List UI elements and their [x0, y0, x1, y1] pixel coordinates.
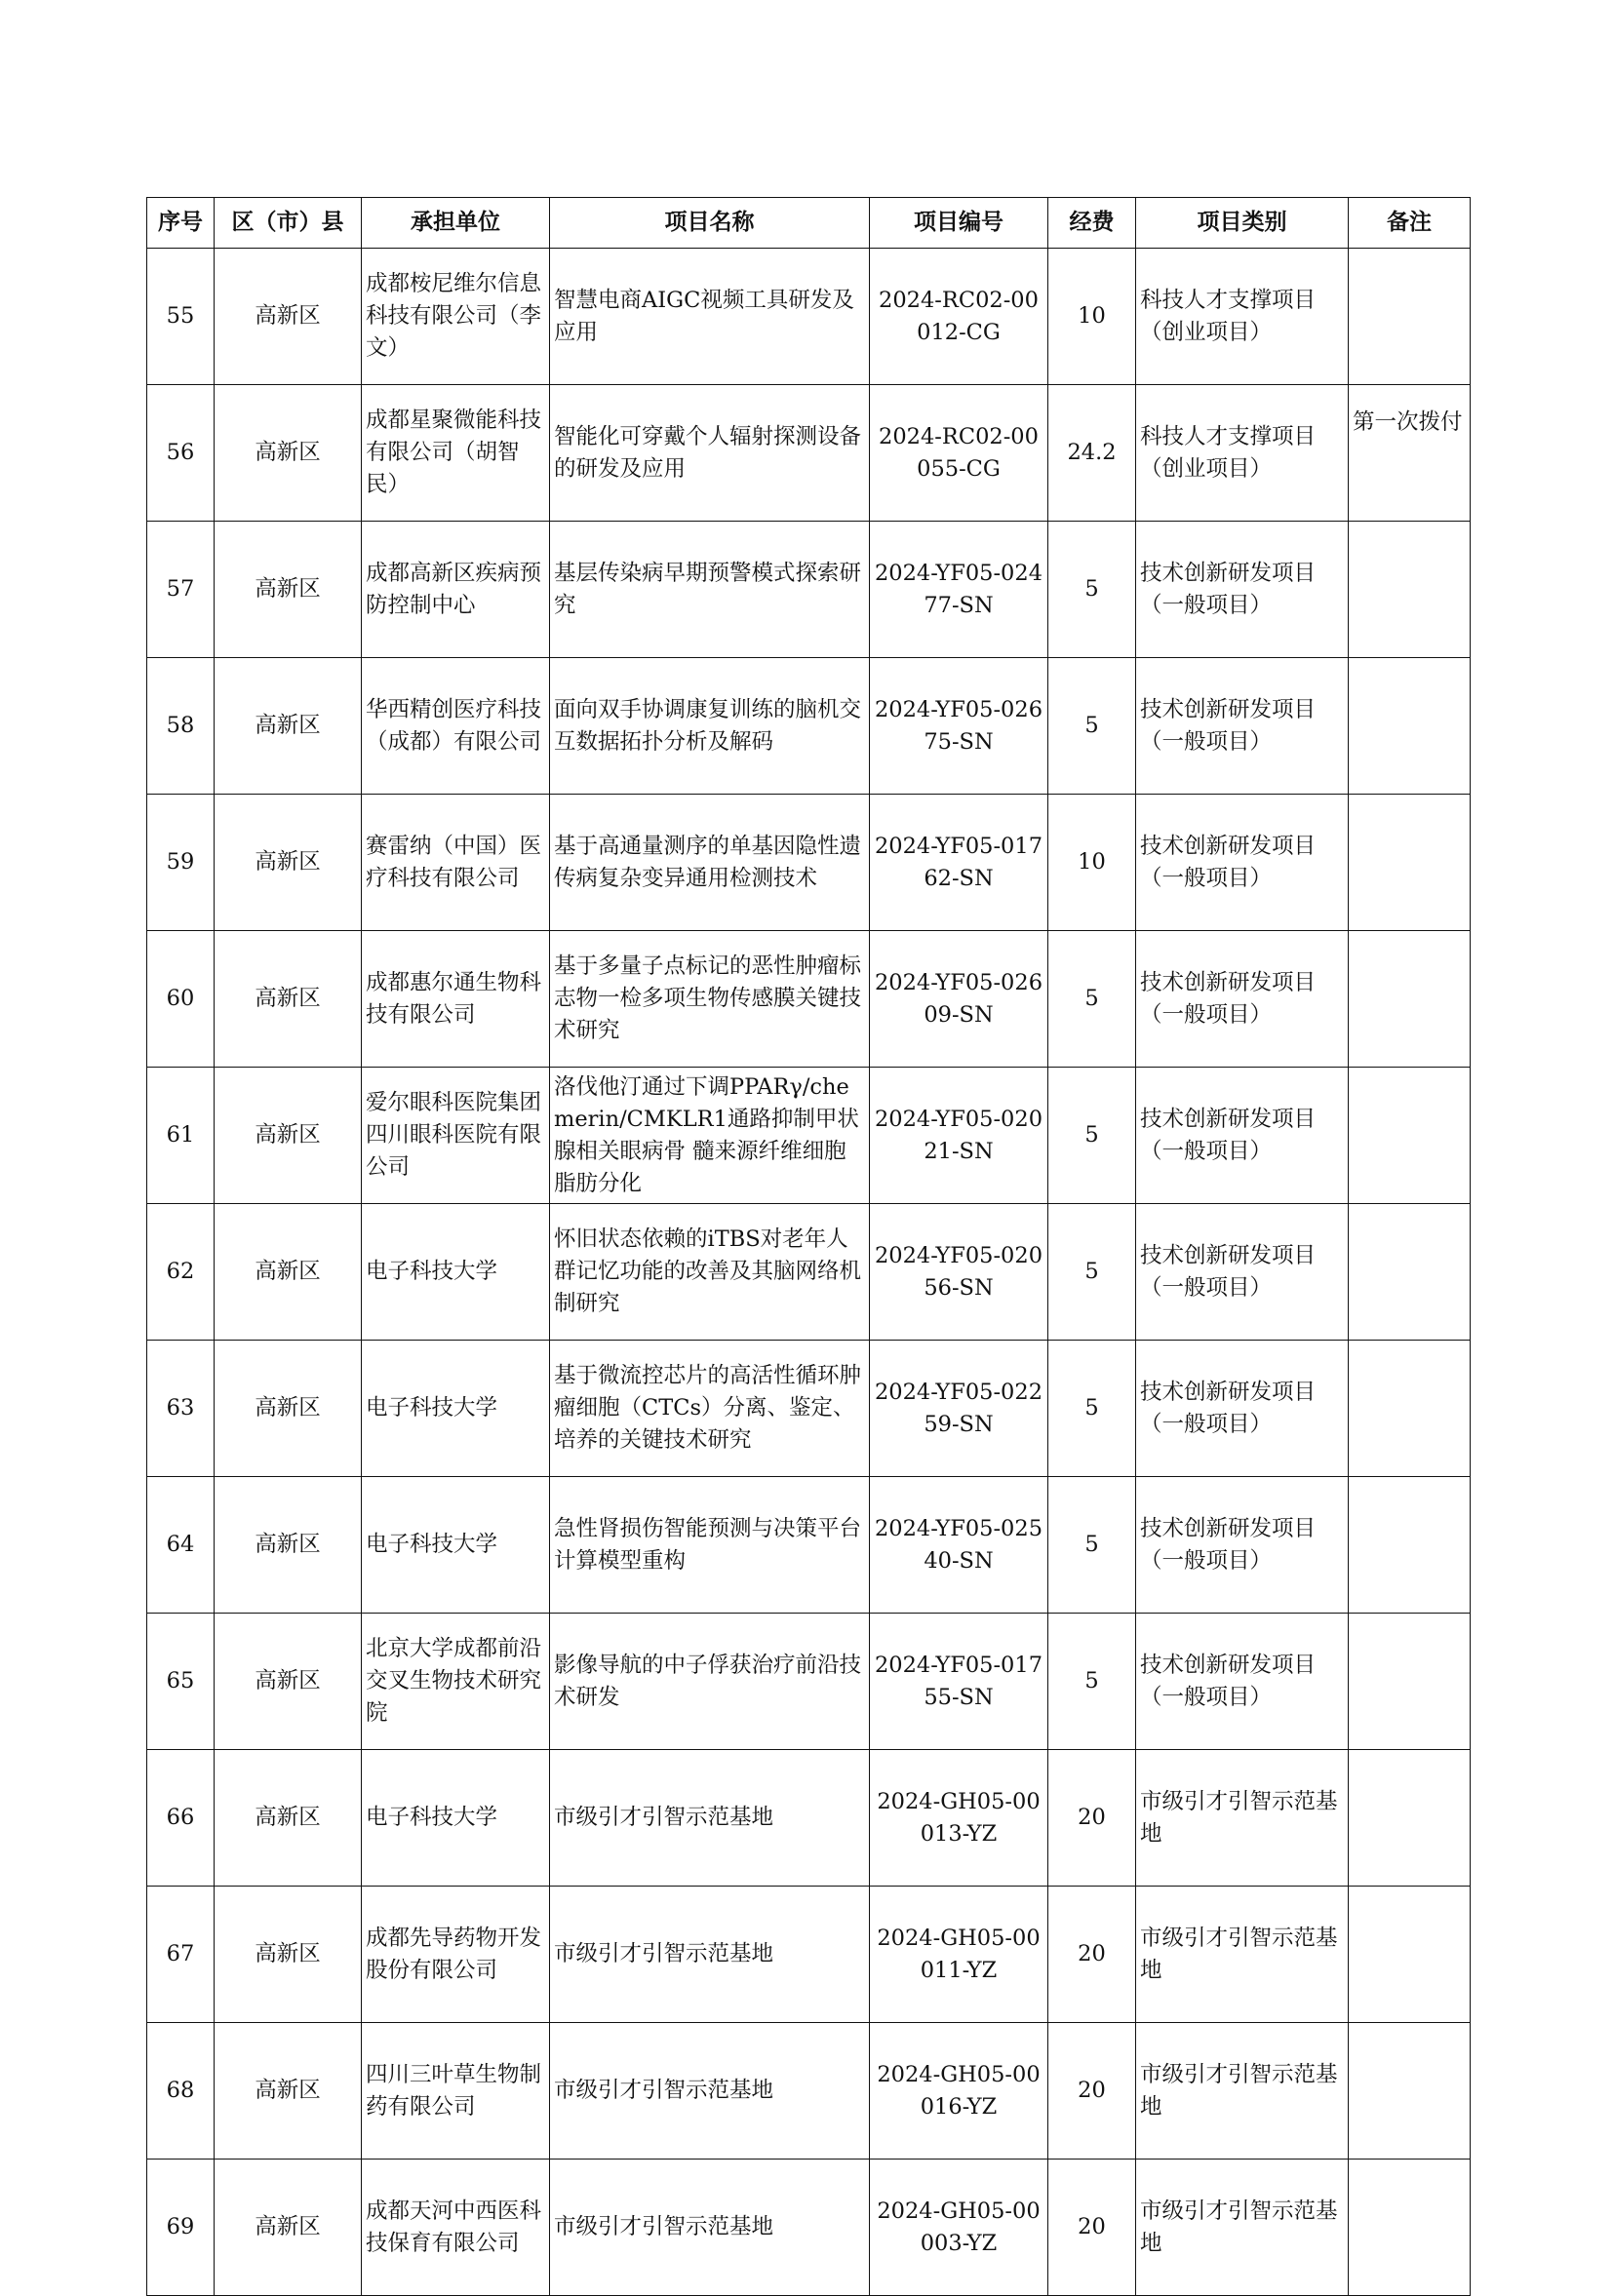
cell-project-code: 2024-YF05-02609-SN — [870, 931, 1048, 1068]
cell-project-code: 2024-GH05-00013-YZ — [870, 1750, 1048, 1887]
cell-project-name: 洛伐他汀通过下调PPARγ/chemerin/CMKLR1通路抑制甲状腺相关眼病骨 髓来源纤维细胞脂肪分化 — [550, 1068, 870, 1204]
cell-project-code: 2024-YF05-02675-SN — [870, 658, 1048, 795]
header-seq: 序号 — [147, 198, 215, 249]
cell-remarks — [1349, 2160, 1471, 2296]
cell-remarks — [1349, 658, 1471, 795]
header-project-code: 项目编号 — [870, 198, 1048, 249]
header-unit: 承担单位 — [362, 198, 550, 249]
cell-category: 技术创新研发项目（一般项目） — [1136, 931, 1349, 1068]
cell-district: 高新区 — [215, 2160, 362, 2296]
cell-seq: 60 — [147, 931, 215, 1068]
cell-seq: 57 — [147, 522, 215, 658]
cell-unit: 电子科技大学 — [362, 1750, 550, 1887]
table-row — [147, 1750, 1471, 1887]
cell-seq: 62 — [147, 1204, 215, 1341]
table-row — [147, 249, 1471, 385]
cell-project-code: 2024-GH05-00003-YZ — [870, 2160, 1048, 2296]
cell-remarks — [1349, 931, 1471, 1068]
cell-project-name: 基于高通量测序的单基因隐性遗传病复杂变异通用检测技术 — [550, 795, 870, 931]
cell-seq: 59 — [147, 795, 215, 931]
cell-funding: 5 — [1048, 658, 1136, 795]
cell-seq: 58 — [147, 658, 215, 795]
table-header — [147, 198, 1471, 249]
cell-funding: 5 — [1048, 522, 1136, 658]
cell-funding: 5 — [1048, 1341, 1136, 1477]
cell-funding: 5 — [1048, 931, 1136, 1068]
cell-category: 技术创新研发项目（一般项目） — [1136, 1477, 1349, 1614]
cell-category: 市级引才引智示范基地 — [1136, 1750, 1349, 1887]
cell-remarks — [1349, 1477, 1471, 1614]
cell-unit: 华西精创医疗科技（成都）有限公司 — [362, 658, 550, 795]
cell-project-code: 2024-YF05-02540-SN — [870, 1477, 1048, 1614]
cell-funding: 24.2 — [1048, 385, 1136, 522]
cell-district: 高新区 — [215, 658, 362, 795]
cell-unit: 成都星聚微能科技有限公司（胡智民） — [362, 385, 550, 522]
cell-remarks — [1349, 2023, 1471, 2160]
cell-category: 市级引才引智示范基地 — [1136, 1887, 1349, 2023]
cell-category: 科技人才支撑项目（创业项目） — [1136, 385, 1349, 522]
cell-unit: 成都桉尼维尔信息科技有限公司（李文） — [362, 249, 550, 385]
cell-district: 高新区 — [215, 1068, 362, 1204]
cell-project-code: 2024-YF05-02477-SN — [870, 522, 1048, 658]
table-row — [147, 1477, 1471, 1614]
cell-project-code: 2024-YF05-02056-SN — [870, 1204, 1048, 1341]
cell-remarks — [1349, 1750, 1471, 1887]
table-row — [147, 658, 1471, 795]
cell-project-name: 怀旧状态依赖的iTBS对老年人群记忆功能的改善及其脑网络机制研究 — [550, 1204, 870, 1341]
cell-funding: 5 — [1048, 1477, 1136, 1614]
cell-district: 高新区 — [215, 1341, 362, 1477]
cell-seq: 65 — [147, 1614, 215, 1750]
cell-district: 高新区 — [215, 249, 362, 385]
cell-seq: 56 — [147, 385, 215, 522]
cell-seq: 66 — [147, 1750, 215, 1887]
cell-district: 高新区 — [215, 1887, 362, 2023]
cell-project-name: 基于多量子点标记的恶性肿瘤标志物一检多项生物传感膜关键技术研究 — [550, 931, 870, 1068]
cell-category: 技术创新研发项目（一般项目） — [1136, 1204, 1349, 1341]
cell-funding: 20 — [1048, 2023, 1136, 2160]
cell-seq: 67 — [147, 1887, 215, 2023]
cell-remarks — [1349, 522, 1471, 658]
cell-project-name: 急性肾损伤智能预测与决策平台计算模型重构 — [550, 1477, 870, 1614]
table-row — [147, 795, 1471, 931]
cell-project-code: 2024-GH05-00011-YZ — [870, 1887, 1048, 2023]
cell-project-name: 市级引才引智示范基地 — [550, 2023, 870, 2160]
cell-funding: 5 — [1048, 1068, 1136, 1204]
cell-remarks — [1349, 249, 1471, 385]
table-row — [147, 385, 1471, 522]
header-project-name: 项目名称 — [550, 198, 870, 249]
table-row — [147, 1341, 1471, 1477]
table-row — [147, 1887, 1471, 2023]
cell-district: 高新区 — [215, 1477, 362, 1614]
cell-unit: 四川三叶草生物制药有限公司 — [362, 2023, 550, 2160]
cell-project-name: 基于微流控芯片的高活性循环肿瘤细胞（CTCs）分离、鉴定、培养的关键技术研究 — [550, 1341, 870, 1477]
table-row — [147, 2023, 1471, 2160]
cell-unit: 成都惠尔通生物科技有限公司 — [362, 931, 550, 1068]
cell-district: 高新区 — [215, 1204, 362, 1341]
cell-funding: 10 — [1048, 795, 1136, 931]
cell-seq: 68 — [147, 2023, 215, 2160]
cell-category: 市级引才引智示范基地 — [1136, 2023, 1349, 2160]
cell-seq: 69 — [147, 2160, 215, 2296]
cell-category: 技术创新研发项目（一般项目） — [1136, 1068, 1349, 1204]
cell-district: 高新区 — [215, 795, 362, 931]
cell-seq: 64 — [147, 1477, 215, 1614]
cell-project-name: 市级引才引智示范基地 — [550, 1750, 870, 1887]
cell-remarks — [1349, 795, 1471, 931]
table-row — [147, 1204, 1471, 1341]
cell-project-name: 智慧电商AIGC视频工具研发及应用 — [550, 249, 870, 385]
cell-unit: 成都天河中西医科技保育有限公司 — [362, 2160, 550, 2296]
cell-district: 高新区 — [215, 385, 362, 522]
cell-unit: 电子科技大学 — [362, 1204, 550, 1341]
cell-funding: 10 — [1048, 249, 1136, 385]
cell-unit: 电子科技大学 — [362, 1477, 550, 1614]
cell-category: 技术创新研发项目（一般项目） — [1136, 1341, 1349, 1477]
cell-remarks — [1349, 1341, 1471, 1477]
cell-project-name: 市级引才引智示范基地 — [550, 1887, 870, 2023]
cell-project-name: 智能化可穿戴个人辐射探测设备的研发及应用 — [550, 385, 870, 522]
cell-district: 高新区 — [215, 931, 362, 1068]
cell-remarks — [1349, 1204, 1471, 1341]
cell-funding: 20 — [1048, 1887, 1136, 2023]
cell-project-name: 面向双手协调康复训练的脑机交互数据拓扑分析及解码 — [550, 658, 870, 795]
project-funding-table — [146, 197, 1471, 2296]
cell-category: 技术创新研发项目（一般项目） — [1136, 1614, 1349, 1750]
cell-seq: 61 — [147, 1068, 215, 1204]
cell-remarks: 第一次拨付 — [1349, 385, 1471, 522]
cell-category: 技术创新研发项目（一般项目） — [1136, 522, 1349, 658]
cell-district: 高新区 — [215, 522, 362, 658]
cell-project-code: 2024-YF05-02259-SN — [870, 1341, 1048, 1477]
header-remarks: 备注 — [1349, 198, 1471, 249]
cell-unit: 赛雷纳（中国）医疗科技有限公司 — [362, 795, 550, 931]
cell-project-code: 2024-YF05-01762-SN — [870, 795, 1048, 931]
cell-unit: 北京大学成都前沿交叉生物技术研究院 — [362, 1614, 550, 1750]
cell-category: 技术创新研发项目（一般项目） — [1136, 795, 1349, 931]
table-body — [147, 249, 1471, 2296]
cell-project-name: 市级引才引智示范基地 — [550, 2160, 870, 2296]
cell-project-name: 影像导航的中子俘获治疗前沿技术研发 — [550, 1614, 870, 1750]
cell-category: 市级引才引智示范基地 — [1136, 2160, 1349, 2296]
cell-project-code: 2024-YF05-01755-SN — [870, 1614, 1048, 1750]
table-row — [147, 522, 1471, 658]
header-row — [147, 198, 1471, 249]
header-category: 项目类别 — [1136, 198, 1349, 249]
cell-project-code: 2024-RC02-00012-CG — [870, 249, 1048, 385]
cell-remarks — [1349, 1887, 1471, 2023]
cell-unit: 成都先导药物开发股份有限公司 — [362, 1887, 550, 2023]
table-row — [147, 931, 1471, 1068]
header-district: 区（市）县 — [215, 198, 362, 249]
cell-remarks — [1349, 1614, 1471, 1750]
cell-project-code: 2024-GH05-00016-YZ — [870, 2023, 1048, 2160]
cell-funding: 5 — [1048, 1204, 1136, 1341]
cell-project-code: 2024-YF05-02021-SN — [870, 1068, 1048, 1204]
cell-category: 技术创新研发项目（一般项目） — [1136, 658, 1349, 795]
cell-category: 科技人才支撑项目（创业项目） — [1136, 249, 1349, 385]
table-row — [147, 1614, 1471, 1750]
cell-funding: 5 — [1048, 1614, 1136, 1750]
cell-district: 高新区 — [215, 2023, 362, 2160]
cell-seq: 55 — [147, 249, 215, 385]
table-row — [147, 1068, 1471, 1204]
cell-funding: 20 — [1048, 2160, 1136, 2296]
cell-project-name: 基层传染病早期预警模式探索研究 — [550, 522, 870, 658]
cell-funding: 20 — [1048, 1750, 1136, 1887]
cell-seq: 63 — [147, 1341, 215, 1477]
cell-unit: 爱尔眼科医院集团四川眼科医院有限公司 — [362, 1068, 550, 1204]
cell-remarks — [1349, 1068, 1471, 1204]
cell-unit: 电子科技大学 — [362, 1341, 550, 1477]
cell-project-code: 2024-RC02-00055-CG — [870, 385, 1048, 522]
table-row — [147, 2160, 1471, 2296]
cell-district: 高新区 — [215, 1750, 362, 1887]
cell-unit: 成都高新区疾病预防控制中心 — [362, 522, 550, 658]
header-funding: 经费 — [1048, 198, 1136, 249]
cell-district: 高新区 — [215, 1614, 362, 1750]
